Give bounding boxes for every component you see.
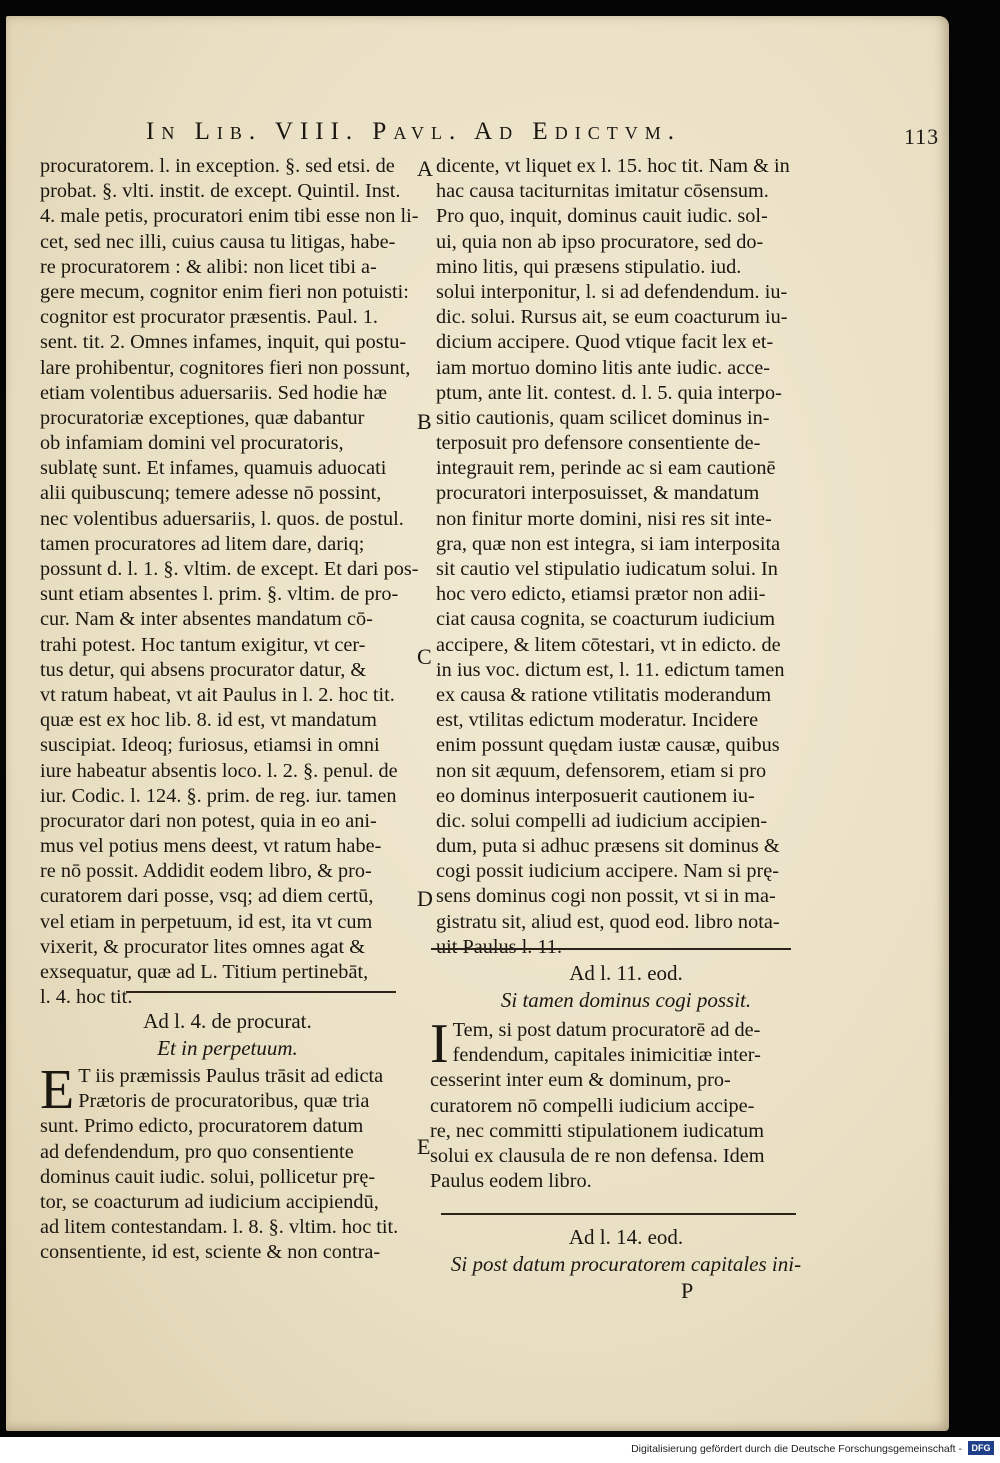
left-column: [40, 154, 419, 1010]
drop-capital: E: [40, 1059, 75, 1121]
text-line: procuratoriæ exceptiones, quæ dabantur: [40, 406, 365, 429]
text-line: curatorem nō compelli iudicium accipe-: [430, 1094, 755, 1117]
text-line: sublatę sunt. Et infames, quamuis aduocati: [40, 457, 387, 480]
text-line: cet, sed nec illi, cuius causa tu litigas, habe-: [40, 230, 396, 253]
text-line: hoc vero edicto, etiamsi prætor non adii-: [436, 583, 766, 606]
text-line: sunt. Primo edicto, procuratorem datum: [40, 1115, 364, 1138]
text-line: dum, puta si adhuc præsens sit dominus &: [436, 835, 780, 858]
text-line: sit cautio vel stipulatio iudicatum solui. In: [436, 558, 778, 580]
section-title: Ad l. 11. eod.: [569, 961, 683, 985]
text-line: etiam volentibus aduersariis. Sed hodie hæ: [40, 381, 387, 404]
text-line: alii quibuscunq; temere adesse nō possint,: [40, 482, 382, 505]
text-line: enim possunt quędam iustæ causæ, quibus: [436, 734, 780, 757]
section-heading: [40, 1008, 415, 1062]
text-line: uit Paulus l. 11.: [436, 935, 563, 958]
text-line: non sit æquum, defensorem, etiam si pro: [436, 759, 767, 782]
text-line: fendendum, capitales inimicitiæ inter-: [452, 1044, 761, 1067]
text-line: probat. §. vlti. instit. de except. Quintil. Inst.: [40, 180, 401, 203]
text-line: mus vel potius mens deest, vt ratum habe-: [40, 835, 382, 858]
book-page: [6, 16, 949, 1431]
text-line: sitio cautionis, quam scilicet dominus in-: [436, 406, 770, 429]
text-line: vel etiam in perpetuum, id est, ita vt cum: [40, 910, 373, 933]
text-line: cesserint inter eum & dominum, pro-: [430, 1069, 731, 1092]
section-heading: [436, 960, 816, 1014]
text-line: re nō possit. Addidit eodem libro, & pro-: [40, 860, 372, 883]
text-line: gra, quæ non est integra, si iam interposita: [436, 532, 781, 555]
text-line: curatorem dari posse, vsq; ad diem certū,: [40, 885, 374, 908]
text-line: 4. male petis, procuratori enim tibi esse non li-: [40, 205, 419, 228]
signature-mark: P: [681, 1278, 694, 1303]
text-line: vt ratum habeat, vt ait Paulus in l. 2. hoc tit.: [40, 683, 395, 706]
text-line: sunt etiam absentes l. prim. §. vltim. de pro-: [40, 583, 399, 606]
margin-letter-d: D: [417, 886, 433, 911]
section-title: Ad l. 14. eod.: [568, 1225, 684, 1249]
text-line: tus detur, qui absens procurator datur, &: [40, 658, 367, 681]
text-line: ciat causa cognita, se coacturum iudicium: [436, 608, 776, 631]
right-column: [436, 154, 828, 960]
text-line: Paulus eodem libro.: [430, 1170, 592, 1193]
text-line: re, nec committi stipulationem iudicatum: [430, 1119, 764, 1142]
text-line: cogi possit iudicium accipere. Nam si prę-: [436, 860, 779, 883]
text-line: solui interponitur, l. si ad defendendum. iu-: [436, 280, 788, 303]
text-line: solui ex clausula de re non defensa. Idem: [430, 1144, 765, 1167]
text-line: ad litem contestandam. l. 8. §. vltim. hoc tit.: [40, 1216, 399, 1239]
text-line: non finitur morte domini, nisi res sit inte-: [436, 507, 772, 530]
text-line: dicium accipere. Quod vtique facit lex et-: [436, 331, 774, 354]
text-line: exsequatur, quæ ad L. Titium pertinebāt,: [40, 961, 369, 983]
text-line: gere mecum, cognitor enim fieri non potuisti:: [40, 280, 409, 303]
text-line: iam mortuo domino litis ante iudic. acce-: [436, 356, 770, 379]
text-line: T iis præmissis Paulus trāsit ad edicta: [78, 1065, 384, 1087]
section-rule: [441, 1213, 796, 1215]
text-line: gistratu sit, aliud est, quod eod. libro nota-: [436, 910, 780, 933]
footer-bar: [0, 1437, 1000, 1463]
section-title: Ad l. 4. de procurat.: [143, 1009, 312, 1033]
section-subtitle: Si post datum procuratorem capitales ini-: [450, 1252, 802, 1276]
text-line: hac causa taciturnitas imitatur cōsensum.: [436, 180, 769, 203]
drop-capital: I: [430, 1013, 449, 1075]
text-line: quæ est ex hoc lib. 8. id est, vt mandatum: [40, 709, 377, 732]
text-line: accipere, & litem cōtestari, vt in edicto. de: [436, 633, 781, 656]
text-line: mino litis, qui præsens stipulatio. iud.: [436, 255, 742, 278]
section-paragraph: [430, 1013, 820, 1194]
margin-letter-a: A: [417, 156, 433, 181]
text-line: dic. solui. Rursus ait, se eum coacturum iu-: [436, 306, 788, 329]
text-line: procuratorem. l. in exception. §. sed etsi. de: [40, 155, 395, 177]
text-line: ex causa & ratione vtilitatis moderandum: [436, 683, 772, 706]
funding-credit: Digitalisierung gefördert durch die Deutsche Forschungsgemeinschaft -: [631, 1443, 962, 1455]
section-rule: [126, 991, 396, 993]
margin-letter-c: C: [417, 644, 432, 669]
text-line: dominus cauit iudic. solui, pollicetur prę-: [40, 1165, 376, 1188]
text-line: est, vtilitas edictum moderatur. Incidere: [436, 709, 759, 732]
text-line: possunt d. l. 1. §. vltim. de except. Et dari pos-: [40, 558, 419, 580]
text-line: cognitor est procurator præsentis. Paul. 1.: [40, 306, 378, 329]
text-line: iure habeatur absentis loco. l. 2. §. penul. de: [40, 759, 398, 782]
text-line: tor, se coacturum ad iudicium accipiendū,: [40, 1190, 379, 1213]
text-line: ad defendendum, pro quo consentiente: [40, 1140, 354, 1163]
text-line: eo dominus interposuerit cautionem iu-: [436, 784, 755, 807]
text-line: lare prohibentur, cognitores fieri non possunt,: [40, 356, 411, 379]
text-line: dicente, vt liquet ex l. 15. hoc tit. Nam & in: [436, 155, 790, 177]
section-heading: [436, 1224, 816, 1278]
margin-letter-b: B: [417, 409, 432, 434]
text-line: suscipiat. Ideoq; furiosus, etiamsi in omni: [40, 734, 380, 757]
text-line: Pro quo, inquit, dominus cauit iudic. sol-: [436, 205, 768, 228]
page-number: 113: [904, 124, 940, 149]
text-line: re procuratorem : & alibi: non licet tibi a-: [40, 255, 377, 278]
text-line: sens dominus cogi non possit, vt si in ma-: [436, 885, 776, 908]
section-rule: [431, 948, 791, 950]
text-line: l. 4. hoc tit.: [40, 986, 133, 1009]
text-line: procuratori interposuisset, & mandatum: [436, 482, 760, 505]
text-line: iur. Codic. l. 124. §. prim. de reg. iur. tamen: [40, 784, 397, 807]
section-subtitle: Si tamen dominus cogi possit.: [500, 988, 752, 1012]
section-paragraph: [40, 1059, 415, 1266]
text-line: trahi potest. Hoc tantum exigitur, vt cer-: [40, 633, 366, 656]
section-subtitle: Et in perpetuum.: [157, 1036, 298, 1060]
running-head: In Lib. VIII. Pavl. Ad Edictvm.: [146, 118, 681, 145]
text-line: terposuit pro defensore consentiente de-: [436, 432, 761, 455]
text-line: vixerit, & procurator lites omnes agat &: [40, 935, 365, 958]
dfg-logo-icon: DFG: [968, 1441, 994, 1455]
text-line: Tem, si post datum procuratorē ad de-: [452, 1019, 761, 1041]
margin-letter-e: E: [417, 1134, 431, 1159]
text-line: integrauit rem, perinde ac si eam cautionē: [436, 457, 776, 480]
text-line: Prætoris de procuratoribus, quæ tria: [78, 1090, 370, 1113]
text-line: procurator dari non potest, quia in eo ani-: [40, 809, 377, 832]
text-line: cur. Nam & inter absentes mandatum cō-: [40, 608, 373, 631]
text-line: nec volentibus aduersariis, l. quos. de postul.: [40, 507, 404, 530]
text-line: dic. solui compelli ad iudicium accipien-: [436, 809, 768, 832]
text-line: in ius voc. dictum est, l. 11. edictum tamen: [436, 658, 785, 681]
text-line: ptum, ante lit. contest. d. l. 5. quia interpo-: [436, 381, 782, 404]
text-line: consentiente, id est, sciente & non contra-: [40, 1241, 381, 1264]
text-line: ui, quia non ab ipso procuratore, sed do-: [436, 230, 764, 253]
text-line: tamen procuratores ad litem dare, dariq;: [40, 532, 365, 555]
text-line: sent. tit. 2. Omnes infames, inquit, qui postu-: [40, 331, 407, 354]
text-line: ob infamiam domini vel procuratoris,: [40, 432, 344, 455]
